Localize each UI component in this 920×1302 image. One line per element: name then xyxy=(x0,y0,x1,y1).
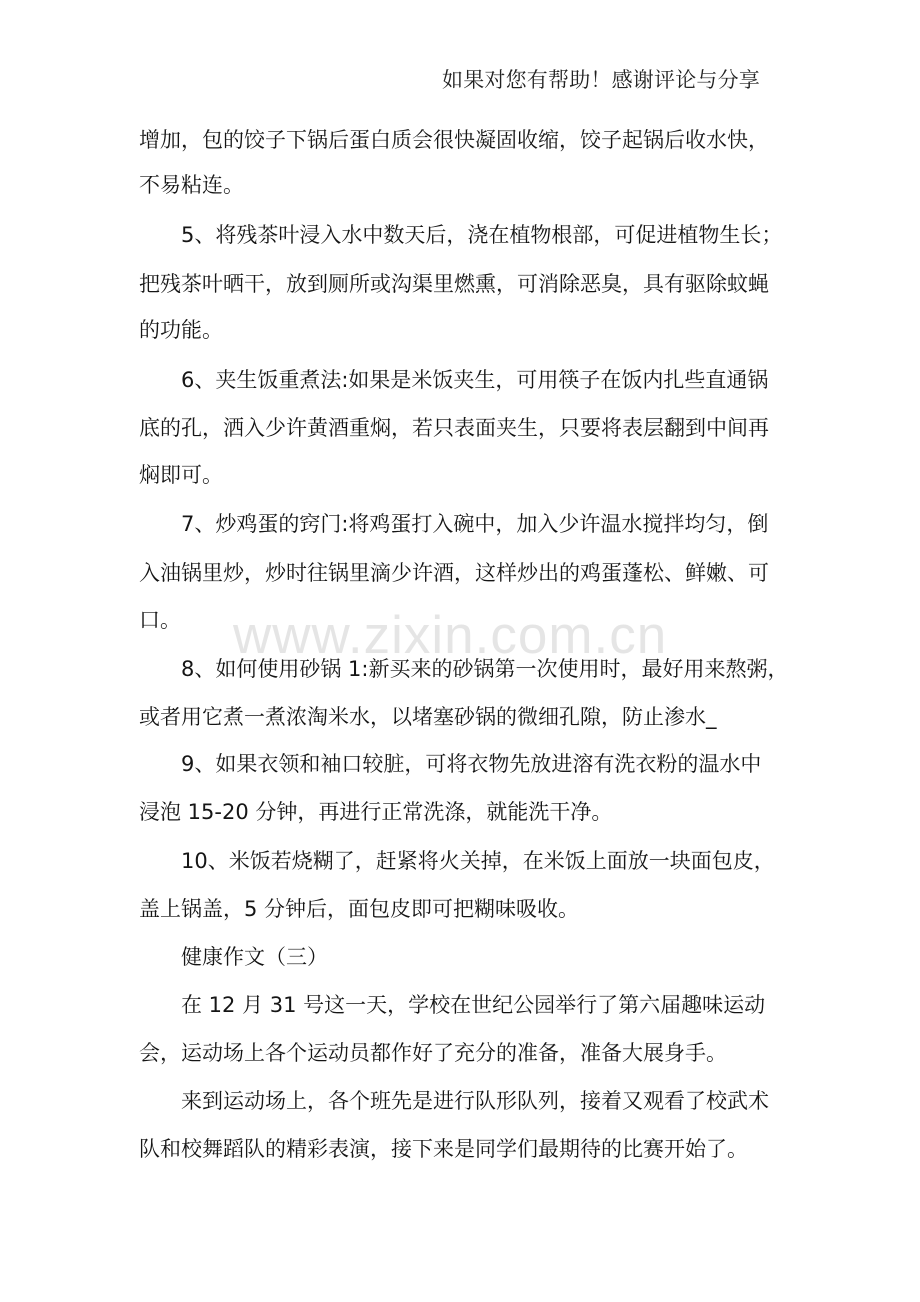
body-line: 队和校舞蹈队的精彩表演，接下来是同学们最期待的比赛开始了。 xyxy=(139,1137,748,1161)
body-line: 入油锅里炒，炒时往锅里滴少许酒，这样炒出的鸡蛋蓬松、鲜嫩、可 xyxy=(139,561,769,585)
body-line: 把残茶叶晒干，放到厕所或沟渠里燃熏，可消除恶臭，具有驱除蚊蝇 xyxy=(139,272,769,296)
body-line: 浸泡 15-20 分钟，再进行正常洗涤，就能洗干净。 xyxy=(139,800,613,824)
body-line: 8、如何使用砂锅 1:新买来的砂锅第一次使用时，最好用来熬粥， xyxy=(181,657,789,681)
body-line: 增加，包的饺子下锅后蛋白质会很快凝固收缩，饺子起锅后收水快， xyxy=(139,128,769,152)
body-line: 口。 xyxy=(139,608,181,632)
body-line: 10、米饭若烧糊了，赶紧将火关掉，在米饭上面放一块面包皮， xyxy=(181,849,775,873)
body-line: 7、炒鸡蛋的窍门:将鸡蛋打入碗中，加入少许温水搅拌均匀，倒 xyxy=(181,512,769,536)
body-line: 或者用它煮一煮浓淘米水，以堵塞砂锅的微细孔隙，防止渗水_ xyxy=(139,705,717,729)
body-line: 6、夹生饭重煮法:如果是米饭夹生，可用筷子在饭内扎些直通锅 xyxy=(181,368,769,392)
body-line: 来到运动场上，各个班先是进行队形队列，接着又观看了校武术 xyxy=(181,1089,769,1113)
section-heading: 健康作文（三） xyxy=(181,945,328,969)
body-line: 在 12 月 31 号这一天，学校在世纪公园举行了第六届趣味运动 xyxy=(181,993,766,1017)
body-line: 焖即可。 xyxy=(139,463,223,487)
body-line: 的功能。 xyxy=(139,318,223,342)
body-line: 9、如果衣领和袖口较脏，可将衣物先放进溶有洗衣粉的温水中 xyxy=(181,752,762,776)
body-line: 不易粘连。 xyxy=(139,173,244,197)
body-line: 5、将残茶叶浸入水中数天后，浇在植物根部，可促进植物生长； xyxy=(181,223,783,247)
header-note: 如果对您有帮助！感谢评论与分享 xyxy=(442,68,760,92)
body-line: 盖上锅盖，5 分钟后，面包皮即可把糊味吸收。 xyxy=(139,897,580,921)
body-line: 会，运动场上各个运动员都作好了充分的准备，准备大展身手。 xyxy=(139,1041,727,1065)
body-line: 底的孔，洒入少许黄酒重焖，若只表面夹生，只要将表层翻到中间再 xyxy=(139,416,769,440)
watermark: www.zixin.com.cn xyxy=(233,606,668,665)
